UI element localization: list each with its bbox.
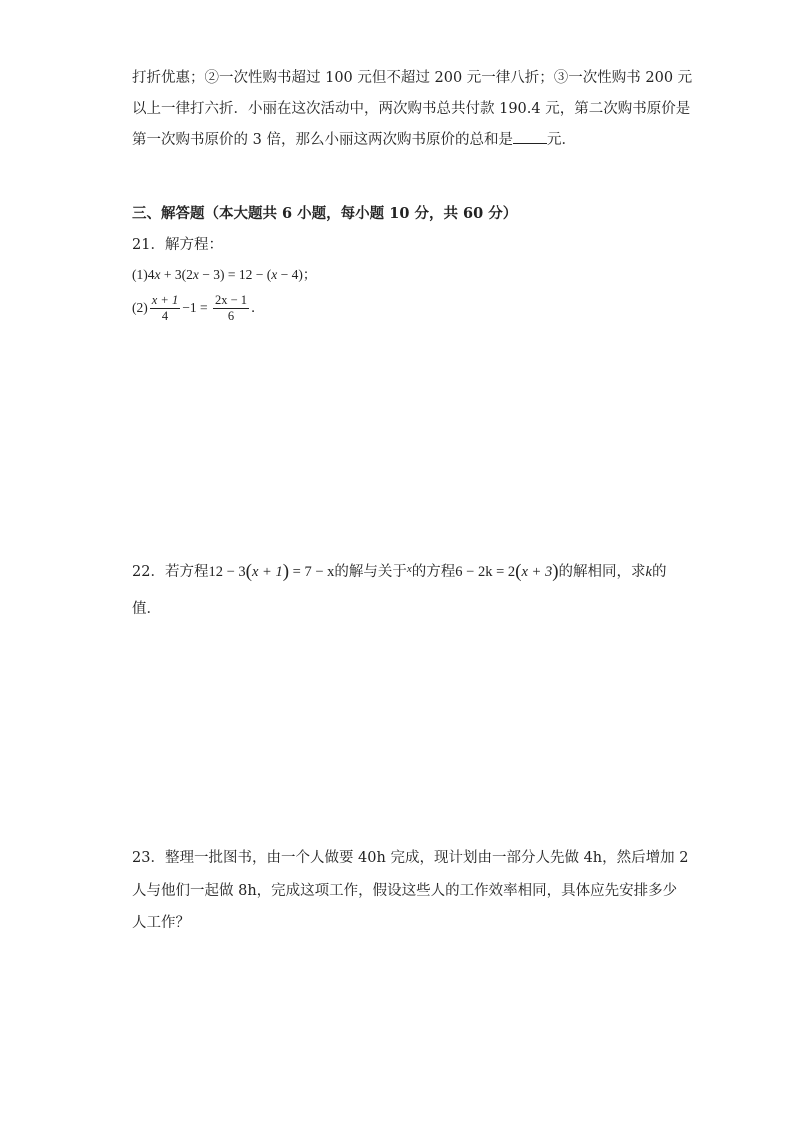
q21-stem: 21．解方程：: [132, 237, 223, 253]
q22-text-e: 的: [651, 564, 667, 580]
q22-text-b: 的解与关于: [334, 564, 407, 580]
fraction-1-numerator: x + 1: [151, 293, 179, 308]
q21-part1-eq-g: − 4): [277, 267, 303, 282]
fraction-2-denominator: 6: [227, 309, 235, 324]
paren-open: (: [245, 561, 252, 582]
answer-blank: [513, 129, 547, 144]
q21-part2-mid: −1 =: [182, 300, 208, 315]
section-heading: 三、解答题（本大题共 6 小题，每小题 10 分，共 60 分）: [132, 205, 518, 222]
q22-line-1: [132, 560, 666, 582]
q21-part1-eq-b: x: [154, 267, 161, 282]
q22-text-a: 22．若方程: [132, 564, 209, 580]
q22-text-c: 的方程: [411, 564, 456, 580]
q22-text-d: 的解相同，求: [558, 564, 646, 580]
q23-line-2: 人与他们一起做 8h，完成这项工作，假设这些人的工作效率相同，具体应先安排多少: [132, 883, 678, 899]
q21-part1-end: ；: [302, 267, 317, 282]
paren-close-2: ): [552, 561, 559, 582]
q22-var-k: k: [645, 564, 652, 580]
q22-equation-1: [208, 561, 335, 582]
q21-part1-eq-c: + 3(2: [160, 267, 193, 282]
q22-eq1-inner: x + 1: [251, 564, 283, 580]
prev-question-line-1: 打折优惠；②一次性购书超过 100 元但不超过 200 元一律八折；③一次性购书 200 元: [132, 70, 693, 86]
q21-part1-eq-e: − 3) = 12 − (: [198, 267, 272, 282]
fraction-1: [150, 293, 180, 324]
q22-eq1-tail: = 7 − x: [289, 564, 335, 580]
q23-line-3: 人工作？: [132, 915, 190, 931]
q22-eq2-head: 6 − 2k = 2: [455, 564, 516, 580]
q21-part1-eq-a: 4: [147, 267, 155, 282]
paren-close: ): [282, 561, 290, 582]
prev-question-text: 第一次购书原价的 3 倍，那么小丽这两次购书原价的总和是: [132, 132, 513, 148]
prev-question-line-2: 以上一律打六折．小丽在这次活动中，两次购书总共付款 190.4 元，第二次购书原价是: [132, 101, 691, 117]
fraction-1-denominator: 4: [161, 309, 169, 324]
prev-question-line-3: [132, 128, 576, 149]
q21-part1: [132, 263, 316, 283]
q22-eq1-head: 12 − 3: [208, 564, 246, 580]
q22-equation-2: [455, 561, 559, 582]
paren-open-2: (: [515, 561, 522, 582]
fraction-2: [213, 293, 249, 324]
fraction-2-numerator: 2x − 1: [214, 293, 248, 308]
prev-question-unit: 元．: [546, 132, 576, 148]
q23-line-1: 23．整理一批图书，由一个人做要 40h 完成，现计划由一部分人先做 4h，然后增加 2: [132, 850, 689, 866]
q22-line-2: 值．: [132, 601, 161, 617]
q21-part1-eq-f: x: [271, 267, 278, 282]
q22-eq2-inner: x + 3: [521, 564, 553, 580]
q21-part2: [132, 292, 265, 324]
q21-part1-label: (1): [132, 267, 148, 282]
q22-var-x: x: [406, 563, 412, 575]
q21-part2-end: ．: [251, 300, 265, 315]
q21-part1-eq-d: x: [192, 267, 199, 282]
q21-part2-label: (2): [132, 300, 148, 315]
